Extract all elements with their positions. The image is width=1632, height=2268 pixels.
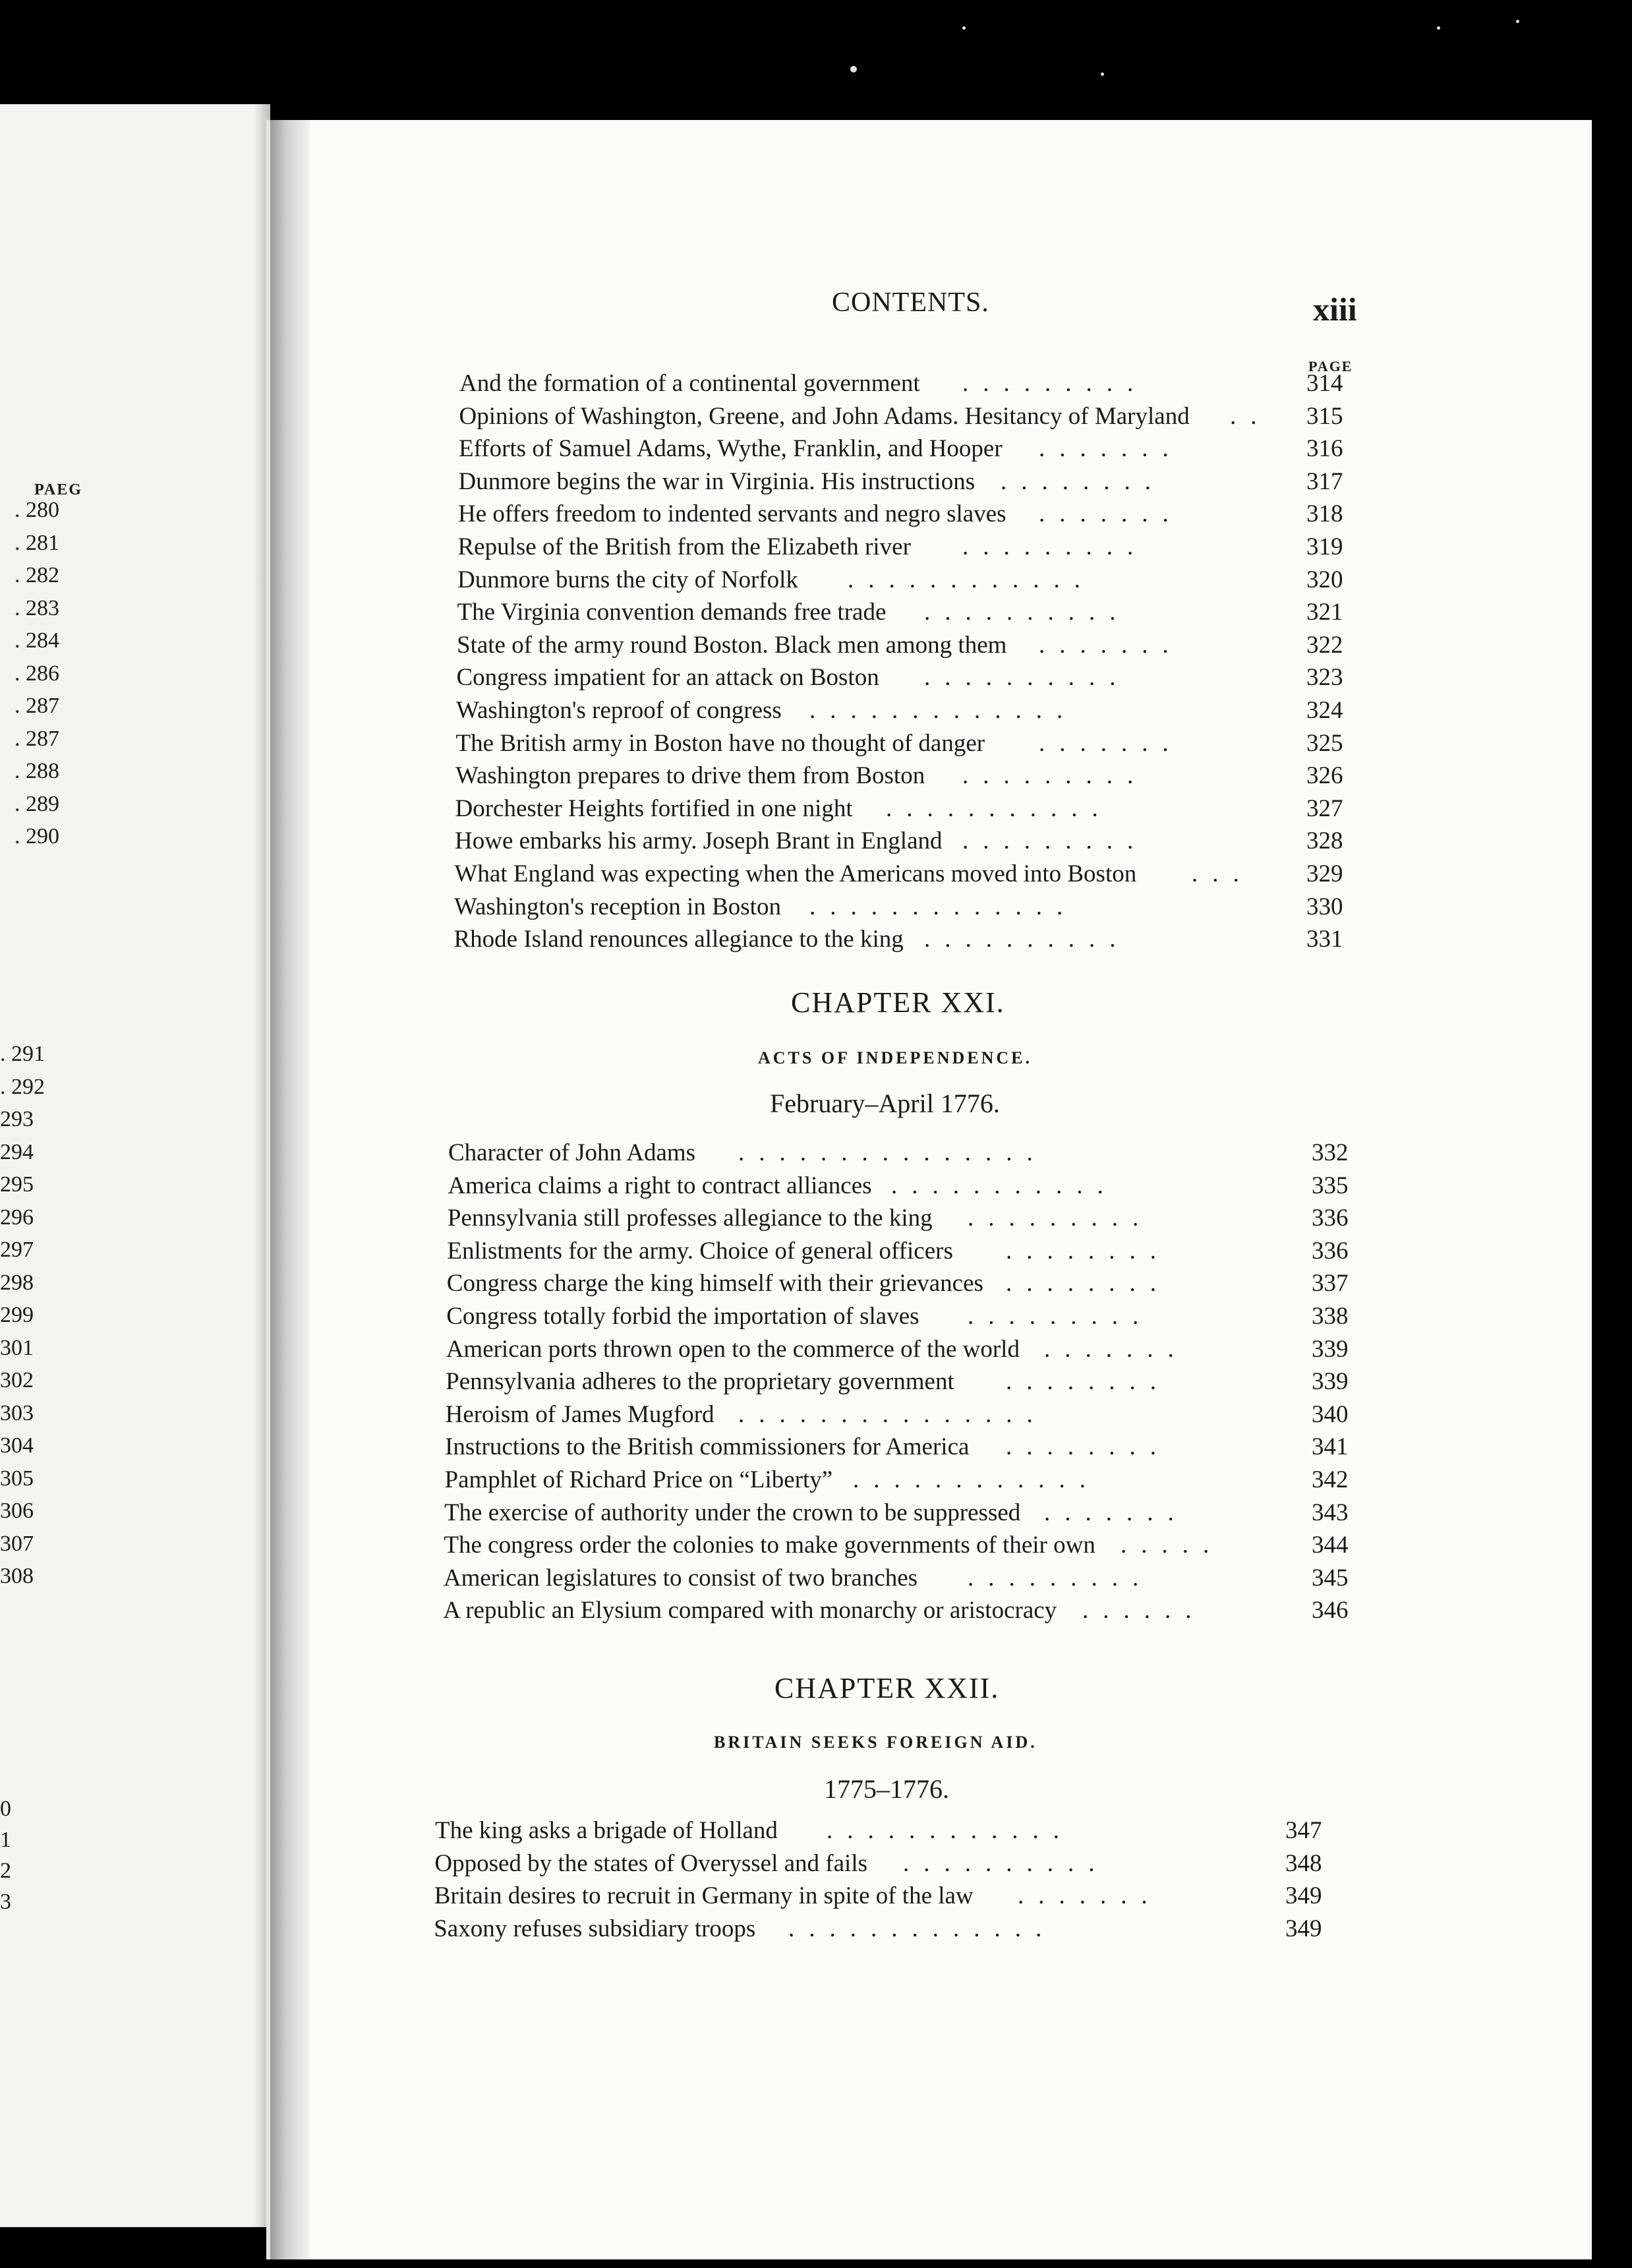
page-column-label: PAGE	[1308, 358, 1353, 374]
entry-page-number: 332	[1312, 1139, 1349, 1166]
contents-entry	[0, 467, 1358, 500]
dot-leader: ........	[1001, 467, 1165, 495]
dot-leader: ............	[853, 1466, 1100, 1493]
contents-entry	[0, 530, 1358, 566]
entry-title: Repulse of the British from the Elizabeth river	[457, 533, 911, 560]
entry-page-number: 344	[1312, 1532, 1349, 1559]
contents-entry	[0, 827, 1358, 860]
entry-title: The Virginia convention demands free trade	[457, 599, 887, 626]
chapter-subtitle: ACTS OF INDEPENDENCE.	[758, 1048, 1033, 1067]
facing-page-number: 301	[0, 1335, 34, 1360]
contents-entry	[0, 696, 1358, 729]
dot-leader: ............	[848, 566, 1095, 593]
entry-page-number: 320	[1306, 566, 1343, 593]
contents-entry	[0, 1882, 1358, 1915]
facing-page-number: 299	[0, 1303, 34, 1327]
entry-page-number: 325	[1306, 729, 1343, 757]
facing-page-header: PAEG	[34, 481, 82, 498]
entry-page-number: 346	[1312, 1597, 1349, 1625]
chapter-dates: 1775–1776.	[824, 1774, 949, 1804]
facing-page-number: 1	[0, 1828, 11, 1852]
entry-page-number: 342	[1312, 1466, 1349, 1493]
contents-entry	[0, 369, 1358, 402]
entry-title: The king asks a brigade of Holland	[435, 1817, 778, 1844]
dot-leader: ............	[827, 1817, 1074, 1844]
entry-title: American ports thrown open to the commerce of the world	[446, 1335, 1020, 1363]
entry-page-number: 336	[1312, 1237, 1349, 1265]
entry-page-number: 339	[1312, 1368, 1349, 1396]
entry-title: Dunmore burns the city of Norfolk	[457, 566, 798, 593]
entry-title: Instructions to the British commissioners for America	[445, 1433, 970, 1461]
entry-page-number: 343	[1312, 1499, 1349, 1526]
scan-speck	[1101, 73, 1104, 76]
dot-leader: .............	[809, 893, 1078, 920]
facing-page-number: 3	[0, 1890, 11, 1914]
facing-page-number: . 282	[15, 563, 59, 587]
entry-title: Pennsylvania adheres to the proprietary government	[446, 1368, 954, 1396]
contents-entry	[0, 1915, 1358, 1948]
dot-leader: ...............	[738, 1139, 1047, 1166]
entry-title: What England was expecting when the Americans moved into Boston	[454, 860, 1137, 887]
facing-page-number: 302	[0, 1368, 34, 1392]
contents-entry	[0, 1400, 1358, 1433]
contents-entry	[0, 1564, 1358, 1597]
entry-title: Dorchester Heights fortified in one night	[455, 794, 853, 822]
facing-page-number: 2	[0, 1859, 11, 1883]
entry-title: Congress impatient for an attack on Boston	[456, 664, 879, 692]
contents-entry	[0, 631, 1358, 664]
dot-leader: ......	[1082, 1597, 1206, 1625]
entry-title: Britain desires to recruit in Germany in spite of the law	[434, 1882, 974, 1910]
contents-entry	[0, 1204, 1358, 1237]
dot-leader: ..........	[924, 926, 1130, 953]
contents-entry	[0, 1139, 1358, 1172]
contents-entry	[0, 1237, 1358, 1270]
entry-title: Heroism of James Mugford	[445, 1400, 714, 1428]
dot-leader: ........	[1006, 1368, 1171, 1396]
contents-entry	[0, 1531, 1358, 1564]
contents-entry	[0, 1466, 1358, 1499]
facing-page-number: . 287	[15, 694, 59, 718]
entry-title: And the formation of a continental government	[459, 370, 920, 397]
facing-page-number: 0	[0, 1797, 11, 1821]
dot-leader: ..........	[924, 599, 1130, 626]
dot-leader: .......	[1039, 435, 1183, 463]
entry-page-number: 335	[1312, 1172, 1349, 1199]
contents-entry	[0, 761, 1358, 794]
contents-entry	[0, 566, 1358, 599]
chapter-subtitle: BRITAIN SEEKS FOREIGN AID.	[714, 1733, 1037, 1752]
dot-leader: .......	[1039, 729, 1183, 757]
facing-page-number: . 291	[0, 1042, 45, 1066]
entry-page-number: 330	[1306, 893, 1343, 920]
entry-title: Efforts of Samuel Adams, Wythe, Franklin, and Hooper	[459, 435, 1003, 463]
entry-page-number: 347	[1285, 1817, 1322, 1844]
dot-leader: .......	[1039, 631, 1183, 659]
scan-speck	[962, 26, 966, 30]
contents-entry	[0, 663, 1358, 696]
contents-entry	[0, 860, 1358, 893]
entry-page-number: 349	[1285, 1882, 1322, 1910]
dot-leader: .....	[1121, 1532, 1224, 1559]
entry-page-number: 319	[1306, 533, 1343, 560]
dot-leader: .........	[968, 1303, 1153, 1330]
entry-page-number: 315	[1306, 402, 1343, 430]
running-title: CONTENTS.	[832, 287, 989, 318]
entry-page-number: 348	[1285, 1849, 1322, 1877]
entry-title: Pennsylvania still professes allegiance to the king	[447, 1205, 933, 1232]
facing-page-number: . 286	[15, 661, 59, 686]
entry-title: Enlistments for the army. Choice of general officers	[447, 1237, 953, 1265]
entry-page-number: 349	[1285, 1915, 1322, 1942]
entry-title: Washington's reception in Boston	[454, 893, 781, 920]
scan-speck	[1437, 26, 1440, 30]
entry-page-number: 326	[1306, 762, 1343, 790]
entry-title: State of the army round Boston. Black men among them	[457, 631, 1007, 659]
entry-page-number: 327	[1306, 794, 1343, 822]
facing-page-number: 297	[0, 1238, 34, 1262]
scan-speck	[850, 66, 857, 73]
contents-entry	[0, 791, 1358, 827]
entry-title: He offers freedom to indented servants and negro slaves	[458, 500, 1006, 528]
entry-title: Washington's reproof of congress	[456, 697, 782, 724]
entry-page-number: 323	[1306, 664, 1343, 692]
entry-title: Rhode Island renounces allegiance to the king	[453, 926, 904, 953]
entry-title: Washington prepares to drive them from Boston	[455, 762, 925, 790]
facing-page-number: . 289	[15, 791, 59, 816]
facing-page-number: . 288	[15, 759, 59, 783]
dot-leader: .........	[962, 370, 1148, 397]
entry-page-number: 318	[1306, 500, 1343, 528]
entry-page-number: 336	[1312, 1205, 1349, 1232]
dot-leader: .........	[962, 533, 1148, 560]
entry-page-number: 314	[1306, 370, 1343, 397]
scan-speck	[1516, 20, 1519, 23]
facing-page-number: . 284	[15, 628, 59, 653]
dot-leader: .........	[968, 1205, 1153, 1232]
dot-leader: .............	[809, 697, 1078, 724]
entry-title: The exercise of authority under the crown to be suppressed	[444, 1499, 1021, 1526]
entry-title: A republic an Elysium compared with monarchy or aristocracy	[443, 1597, 1057, 1625]
entry-page-number: 316	[1306, 435, 1343, 463]
entry-page-number: 340	[1312, 1400, 1349, 1428]
entry-page-number: 321	[1306, 599, 1343, 626]
facing-page-number: 294	[0, 1139, 34, 1164]
facing-page-number: 303	[0, 1400, 34, 1425]
entry-page-number: 329	[1306, 860, 1343, 887]
dot-leader: ..	[1230, 402, 1271, 430]
entry-title: Saxony refuses subsidiary troops	[434, 1915, 756, 1942]
dot-leader: .......	[1018, 1882, 1162, 1910]
facing-page-number: 298	[0, 1270, 34, 1295]
dot-leader: ...........	[891, 1172, 1118, 1199]
facing-page-number: . 281	[15, 530, 59, 555]
contents-entry	[0, 1596, 1358, 1629]
contents-entry	[0, 726, 1358, 762]
entry-page-number: 324	[1306, 697, 1343, 724]
dot-leader: .........	[968, 1564, 1153, 1592]
entry-title: Opinions of Washington, Greene, and John Adams. Hesitancy of Maryland	[459, 402, 1190, 430]
entry-title: The congress order the colonies to make governments of their own	[444, 1532, 1095, 1559]
dot-leader: ........	[1006, 1433, 1171, 1461]
dot-leader: .......	[1044, 1335, 1188, 1363]
facing-page-number: 295	[0, 1172, 34, 1197]
facing-page-number: . 280	[15, 498, 59, 522]
contents-entry	[0, 595, 1358, 631]
facing-page-number: 293	[0, 1107, 34, 1131]
contents-entry	[0, 925, 1358, 958]
contents-entry	[0, 1269, 1358, 1302]
dot-leader: .........	[962, 827, 1148, 855]
entry-page-number: 345	[1312, 1564, 1349, 1592]
facing-page-number: . 287	[15, 726, 59, 751]
entry-page-number: 337	[1312, 1270, 1349, 1298]
facing-page-number: 296	[0, 1205, 34, 1230]
entry-title: Opposed by the states of Overyssel and fails	[434, 1849, 867, 1877]
contents-entry	[0, 1499, 1358, 1532]
entry-title: Character of John Adams	[448, 1139, 696, 1166]
entry-title: Congress charge the king himself with their grievances	[446, 1270, 983, 1298]
entry-title: Howe embarks his army. Joseph Brant in England	[455, 827, 943, 855]
dot-leader: .............	[788, 1915, 1057, 1942]
chapter-heading: CHAPTER XXII.	[774, 1672, 1000, 1704]
facing-page-number: . 292	[0, 1074, 45, 1099]
entry-title: Dunmore begins the war in Virginia. His instructions	[458, 467, 976, 495]
facing-page-number: 307	[0, 1531, 34, 1556]
page-folio: xiii	[1313, 291, 1357, 328]
dot-leader: ..........	[924, 664, 1130, 692]
dot-leader: ........	[1006, 1270, 1171, 1298]
facing-page-number: 305	[0, 1466, 34, 1491]
contents-entry	[0, 1816, 1358, 1849]
dot-leader: ........	[1006, 1237, 1171, 1265]
entry-title: American legislatures to consist of two branches	[443, 1564, 918, 1592]
entry-title: America claims a right to contract alliances	[448, 1172, 872, 1199]
contents-entry	[0, 1367, 1358, 1400]
entry-page-number: 331	[1306, 926, 1343, 953]
entry-title: Congress totally forbid the importation of slaves	[446, 1303, 919, 1330]
chapter-dates: February–April 1776.	[770, 1089, 1000, 1118]
contents-entry	[0, 1849, 1358, 1882]
dot-leader: ...............	[738, 1400, 1047, 1428]
contents-entry	[0, 1172, 1358, 1205]
facing-page-number: 308	[0, 1564, 34, 1588]
chapter-heading: CHAPTER XXI.	[791, 986, 1005, 1019]
contents-entry	[0, 434, 1358, 467]
entry-page-number: 341	[1312, 1433, 1349, 1461]
facing-page-number: . 283	[15, 595, 59, 620]
entry-page-number: 328	[1306, 827, 1343, 855]
dot-leader: .........	[962, 762, 1148, 790]
dot-leader: .......	[1039, 500, 1183, 528]
dot-leader: .......	[1044, 1499, 1188, 1526]
contents-entry	[0, 500, 1358, 533]
entry-page-number: 317	[1306, 467, 1343, 495]
contents-entry	[0, 402, 1358, 435]
dot-leader: ...........	[886, 794, 1113, 822]
entry-title: The British army in Boston have no thought of danger	[455, 729, 985, 757]
entry-page-number: 339	[1312, 1335, 1349, 1363]
facing-page-number: 306	[0, 1499, 34, 1523]
entry-title: Pamphlet of Richard Price on “Liberty”	[444, 1466, 833, 1493]
contents-entry	[0, 893, 1358, 926]
dot-leader: ...	[1192, 860, 1254, 887]
contents-entry	[0, 1302, 1358, 1335]
facing-page-number: . 290	[15, 824, 59, 849]
entry-page-number: 322	[1306, 631, 1343, 659]
dot-leader: ..........	[903, 1849, 1109, 1877]
contents-entry	[0, 1433, 1358, 1466]
facing-page-number: 304	[0, 1433, 34, 1458]
contents-entry	[0, 1335, 1358, 1368]
entry-page-number: 338	[1312, 1303, 1349, 1330]
